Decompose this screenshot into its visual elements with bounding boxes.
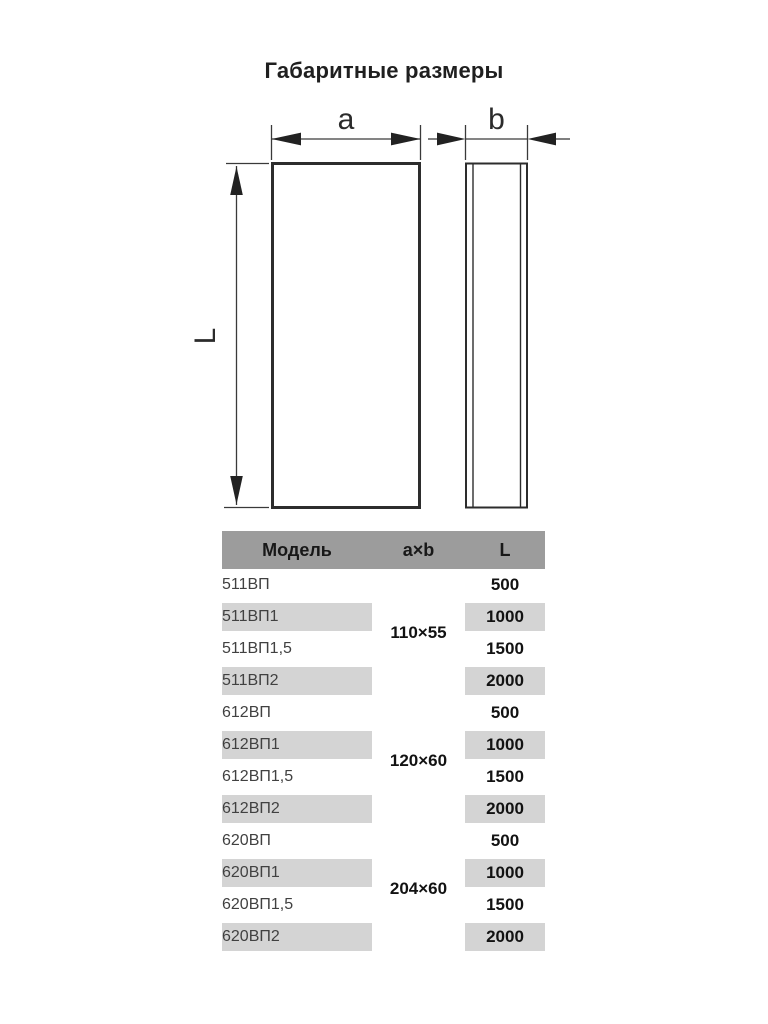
header-axb: a×b [372,531,465,569]
dimension-a-arrow-left [272,133,302,146]
model-cell: 612ВП [222,697,372,729]
table-row [222,825,545,857]
length-cell: 500 [465,697,545,729]
table-row [222,569,545,601]
model-cell: 620ВП1 [222,857,372,889]
dimension-b-arrow-left [437,133,466,146]
dimensions-table [222,531,545,953]
length-cell: 500 [465,569,545,601]
table-row [222,697,545,729]
length-cell: 1500 [465,761,545,793]
length-cell: 500 [465,825,545,857]
model-cell: 612ВП1 [222,729,372,761]
side-view-rect [466,164,527,508]
model-cell: 511ВП2 [222,665,372,697]
length-cell: 1000 [465,729,545,761]
dimension-l [224,164,269,508]
dimension-l-arrow-bottom [230,476,243,505]
header-model: Модель [222,531,372,569]
dimension-a-label: a [337,103,355,136]
length-cell: 1000 [465,857,545,889]
dimension-b-label: b [488,103,505,136]
model-cell: 612ВП2 [222,793,372,825]
dimension-a-arrow-right [391,133,421,146]
length-cell: 1500 [465,633,545,665]
axb-cell: 120×60 [372,697,465,825]
length-cell: 1500 [465,889,545,921]
length-cell: 2000 [465,921,545,953]
length-cell: 1000 [465,601,545,633]
model-cell: 612ВП1,5 [222,761,372,793]
header-length: L [465,531,545,569]
model-cell: 511ВП1 [222,601,372,633]
dimension-l-label: L [189,327,222,345]
model-cell: 511ВП1,5 [222,633,372,665]
table-header-row [222,531,545,569]
length-cell: 2000 [465,793,545,825]
axb-cell: 204×60 [372,825,465,953]
page-title: Габаритные размеры [264,58,504,83]
front-view-rect [273,164,420,508]
length-cell: 2000 [465,665,545,697]
axb-cell: 110×55 [372,569,465,697]
dimension-b-arrow-right [528,133,557,146]
model-cell: 620ВП [222,825,372,857]
model-cell: 620ВП2 [222,921,372,953]
dimension-l-arrow-top [230,167,243,196]
model-cell: 620ВП1,5 [222,889,372,921]
model-cell: 511ВП [222,569,372,601]
